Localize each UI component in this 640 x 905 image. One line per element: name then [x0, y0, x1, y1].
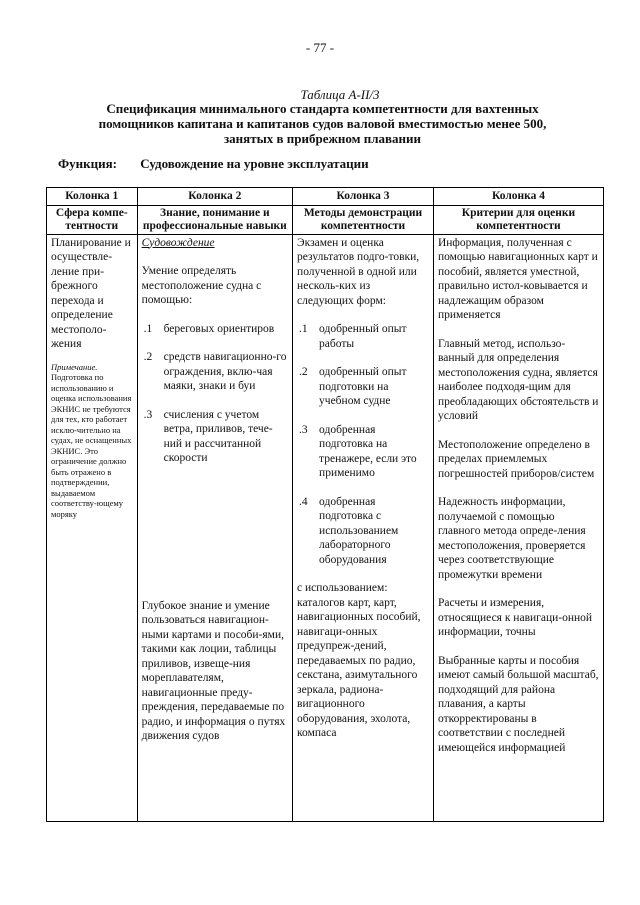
table-row	[47, 234, 604, 821]
header-knowledge: Знание, понимание и профессиональные навыки	[137, 205, 292, 234]
column-2-label: Колонка 2	[137, 188, 292, 206]
list-item: .2 средств навигационно-го ограждения, вклю-чая маяки, знаки и буи	[143, 351, 287, 392]
criteria-paragraph: Надежность информации, получаемой с помощью главного метода опреде-ления местоположения, проверяется через соответствующие промежутки времени	[437, 496, 586, 581]
table-label: Таблица A-II/3	[300, 87, 380, 102]
competence-table	[46, 187, 604, 822]
column-number-row	[47, 188, 604, 206]
methods-cell	[293, 234, 434, 821]
navigation-heading: Судовождение	[141, 236, 215, 249]
criteria-paragraph: Информация, полученная с помощью навигационных карт и пособий, является уместной, правильно истол-ковывается и надлежащим образом применяется	[437, 236, 598, 321]
list-item: .3 одобренная подготовка на тренажере, если это применимо	[299, 423, 417, 479]
note-title: Примечание.	[51, 361, 98, 372]
knowledge-intro: Умение определять местоположение судна с помощью:	[141, 265, 262, 306]
column-3-label: Колонка 3	[293, 188, 434, 206]
knowledge-charts-text: Глубокое знание и умение пользоваться навигацион-ными картами и пособи-ями, такими как лоции, таблицы приливов, извеще-ния мореплавателям, навигационные преду-преждения, передаваемые по радио, и информация о путях движения судов	[141, 599, 286, 742]
competence-text: Планирование и осуществле-ление при-брежного перехода и определение местополо-жения	[51, 236, 131, 350]
page-number: - 77 -	[305, 40, 335, 55]
methods-intro: Экзамен и оценка результатов подго-товки, полученной в одной или несколь-ких из следующих форм:	[297, 236, 420, 307]
criteria-cell	[433, 234, 603, 821]
list-item: .2 одобренный опыт подготовки на учебном судне	[299, 366, 407, 407]
note-text: Подготовка по использованию и оценка использования ЭКНИС не требуются для тех, кто работает исклю-чительно на судах, не оснащенных ЭКНИС. Это ограничение должно быть отражено в подтверждении, выдаваемом соответству-ющему моряку	[51, 372, 132, 519]
document-title: Спецификация минимального стандарта компетентности для вахтенных помощников капитана и капитанов судов валовой вместимостью менее 500, занятых в прибрежном плавании	[98, 101, 547, 146]
criteria-paragraph: Выбранные карты и пособия имеют самый большой масштаб, подходящий для района плавания, а карты откорректированы в соответствии с последней имеющейся информацией	[437, 654, 599, 754]
column-header-row	[47, 205, 604, 234]
header-competence: Сфера компе-тентности	[47, 205, 138, 234]
column-1-label: Колонка 1	[47, 188, 138, 206]
competence-cell	[47, 234, 138, 821]
header-methods: Методы демонстрации компетентности	[293, 205, 434, 234]
criteria-paragraph: Расчеты и измерения, относящиеся к навигаци-онной информации, точны	[437, 597, 593, 638]
list-item: .1 одобренный опыт работы	[299, 323, 407, 350]
list-item: .3 счисления с учетом ветра, приливов, тече-ний и рассчитанной скорости	[143, 408, 273, 464]
knowledge-cell	[137, 234, 292, 821]
criteria-paragraph: Местоположение определено в пределах приемлемых погрешностей приборов/систем	[437, 438, 595, 480]
list-item: .4 одобренная подготовка с использованием лабораторного оборудования	[299, 495, 399, 566]
list-item: .1 береговых ориентиров	[143, 322, 275, 335]
methods-equipment: с использованием: каталогов карт, карт, навигационных пособий, навигаци-онных предупреж-дений, передаваемых по радио, секстана, азимутального зеркала, радиона-вигационного оборудования, эхолота, компаса	[297, 582, 421, 739]
column-4-label: Колонка 4	[433, 188, 603, 206]
criteria-paragraph: Главный метод, использо-ванный для определения местоположения судна, является наиболее подходя-щим для преобладающих обстоятельств и условий	[437, 337, 599, 422]
function-value: Судовождение на уровне эксплуатации	[140, 156, 369, 171]
function-label: Функция:	[58, 156, 117, 171]
header-criteria: Критерии для оценки компетентности	[433, 205, 603, 234]
function-line	[58, 156, 389, 172]
